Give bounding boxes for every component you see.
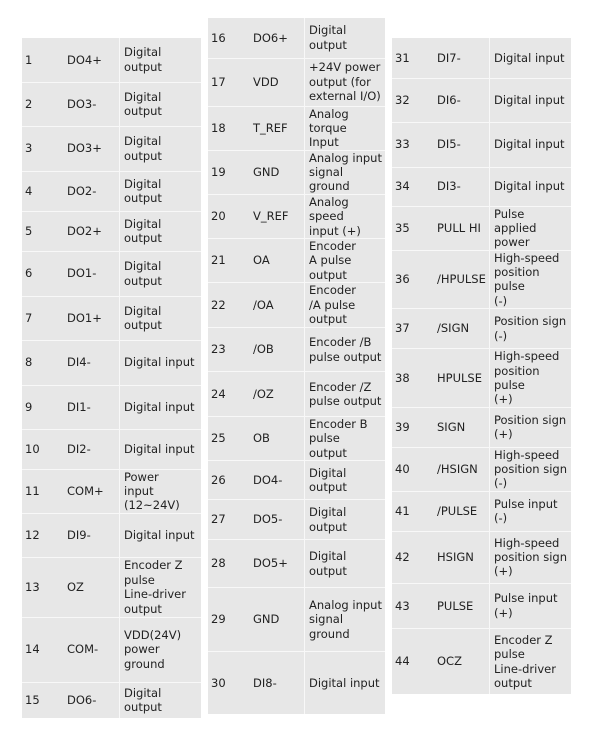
pin-row (22, 296, 201, 340)
signal-description (305, 652, 386, 714)
pin-number: 27 (211, 512, 226, 527)
signal-description (120, 340, 202, 385)
pin-row (208, 283, 385, 328)
signal-description (120, 385, 202, 429)
signal-description (120, 126, 202, 171)
pin-number: 29 (211, 612, 226, 627)
signal-description (120, 617, 202, 682)
pin-number: 42 (395, 550, 410, 565)
signal-name: DO1- (67, 266, 97, 281)
description-line: Digital input (494, 179, 565, 194)
pin-row (392, 122, 571, 167)
signal-name: OB (253, 431, 270, 446)
description-line: Line-driver (494, 661, 556, 676)
signal-name: /HPULSE (437, 272, 486, 287)
pin-row (22, 211, 201, 251)
signal-description (305, 540, 386, 588)
pin-number: 30 (211, 675, 226, 690)
description-line: Pulse applied (494, 206, 537, 235)
signal-description (305, 328, 386, 372)
description-line: pulse output (309, 349, 382, 364)
signal-name: COM- (67, 642, 99, 657)
signal-name: DI2- (67, 441, 91, 456)
description-line: Digital input (124, 399, 195, 414)
description-line: Digital output (309, 549, 347, 578)
description-line: position pulse (494, 265, 540, 294)
description-line: Digital output (309, 465, 347, 495)
description-line: Digital input (494, 137, 565, 152)
description-line: Line-driver (124, 587, 186, 602)
description-line: (+) (494, 564, 513, 579)
signal-description (305, 588, 386, 652)
description-line: (+) (494, 392, 513, 407)
signal-description (305, 150, 386, 194)
signal-description (490, 407, 572, 447)
pin-number: 6 (25, 266, 33, 281)
description-line: Analog speed (309, 194, 349, 224)
signal-description (305, 194, 386, 238)
pin-row (208, 106, 385, 150)
description-line: output (for (309, 74, 371, 89)
description-line: pulse output (309, 394, 382, 408)
signal-name: V_REF (253, 209, 289, 224)
pin-row (22, 682, 201, 718)
pin-row (392, 349, 571, 408)
description-line: position sign (-) (494, 462, 567, 491)
pin-row (392, 531, 571, 583)
signal-name: /OA (253, 297, 274, 312)
pin-row (208, 652, 385, 714)
pin-table-middle (208, 18, 385, 714)
description-line: pulse (124, 572, 155, 587)
description-line: Digital output (124, 686, 162, 715)
signal-description (490, 122, 572, 167)
signal-name: DI4- (67, 355, 91, 370)
description-line: Encoder Z (124, 558, 183, 573)
description-line: Digital input (124, 441, 195, 456)
description-line: Encoder /Z (309, 379, 372, 394)
signal-description (120, 82, 202, 126)
pin-number: 37 (395, 321, 410, 336)
description-line: Digital output (124, 259, 162, 288)
signal-description (490, 349, 572, 408)
pin-row (22, 126, 201, 171)
signal-name: DI7- (437, 50, 461, 65)
signal-name: COM+ (67, 483, 104, 498)
description-line: Digital input (494, 92, 565, 107)
signal-name: DO5+ (253, 556, 288, 571)
description-line: Encoder /B (309, 335, 372, 350)
description-line: VDD(24V) (124, 628, 182, 643)
description-line: output (124, 601, 162, 616)
signal-name: DO6+ (253, 30, 288, 45)
signal-description (120, 513, 202, 557)
description-line: +24V power (309, 60, 381, 75)
description-line: output (309, 445, 347, 460)
pin-number: 17 (211, 74, 226, 89)
pin-number: 36 (395, 272, 410, 287)
signal-description (490, 447, 572, 491)
description-line: power (124, 642, 160, 657)
description-line: Digital output (124, 176, 162, 205)
signal-name: /SIGN (437, 321, 470, 336)
pin-row (208, 540, 385, 588)
signal-name: DO5- (253, 512, 283, 527)
pin-row (208, 58, 385, 106)
pin-number: 44 (395, 654, 410, 669)
description-line: Position sign (-) (494, 314, 567, 343)
pin-number: 41 (395, 504, 410, 519)
signal-name: DO2- (67, 183, 97, 198)
signal-description (120, 296, 202, 340)
pin-number: 19 (211, 165, 226, 179)
description-line: (+) (494, 427, 513, 442)
pin-table-right (392, 38, 571, 694)
signal-description (490, 78, 572, 122)
signal-name: HSIGN (437, 550, 474, 565)
pin-row (22, 385, 201, 429)
description-line: High-speed (494, 349, 560, 364)
pin-number: 25 (211, 431, 226, 446)
description-line: Analog input (309, 598, 382, 613)
signal-name: OZ (67, 579, 84, 594)
description-line: Position sign (494, 412, 567, 427)
pin-number: 39 (395, 419, 410, 434)
signal-name: PULL HI (437, 220, 481, 235)
description-line: Digital input (124, 527, 195, 542)
description-line: Digital output (124, 216, 162, 245)
description-line: (-) (494, 293, 508, 308)
signal-description (490, 309, 572, 349)
pin-number: 40 (395, 462, 410, 476)
pin-number: 34 (395, 179, 410, 194)
signal-name: DO3+ (67, 141, 102, 156)
description-line: input (12~24V) (124, 483, 180, 513)
pin-number: 18 (211, 120, 226, 135)
signal-name: /OB (253, 342, 274, 357)
pin-number: 38 (395, 370, 410, 385)
description-line: position pulse (494, 363, 540, 392)
pin-row (22, 251, 201, 296)
signal-name: DI8- (253, 675, 277, 690)
signal-description (305, 18, 386, 58)
pin-number: 1 (25, 52, 33, 67)
pin-number: 28 (211, 556, 226, 571)
signal-name: DI1- (67, 399, 91, 414)
signal-description (490, 38, 572, 78)
pin-row (208, 417, 385, 461)
signal-name: PULSE (437, 598, 474, 613)
pin-row (208, 500, 385, 540)
signal-description (305, 106, 386, 150)
pin-row (22, 429, 201, 469)
pin-number: 4 (25, 183, 33, 198)
description-line: output (494, 675, 532, 690)
description-line: Encoder (309, 283, 357, 298)
pin-row (208, 328, 385, 372)
signal-description (120, 211, 202, 251)
pin-table-left (22, 38, 201, 718)
description-line: Power (124, 469, 159, 484)
signal-description (120, 429, 202, 469)
pin-number: 13 (25, 579, 40, 594)
pin-row (22, 513, 201, 557)
description-line: Digital input (309, 675, 380, 690)
signal-name: DO4- (253, 472, 283, 487)
signal-name: T_REF (253, 120, 288, 135)
signal-name: GND (253, 165, 280, 179)
pin-row (22, 340, 201, 385)
signal-description (305, 500, 386, 540)
description-line: power (494, 235, 530, 250)
description-line: input (+) (309, 223, 361, 238)
description-line: Pulse input (+) (494, 591, 558, 620)
pin-row (22, 171, 201, 211)
description-line: Digital input (494, 50, 565, 65)
description-line: signal ground (309, 612, 350, 641)
pin-row (208, 194, 385, 238)
pin-row (22, 38, 201, 82)
signal-name: DI9- (67, 527, 91, 542)
pin-number: 33 (395, 137, 410, 152)
pin-number: 7 (25, 310, 33, 325)
pin-number: 26 (211, 472, 226, 487)
signal-description (490, 491, 572, 531)
pin-number: 9 (25, 399, 33, 414)
description-line: pulse (494, 647, 525, 662)
description-line: Digital output (124, 134, 162, 163)
signal-name: OA (253, 253, 270, 268)
description-line: Digital output (124, 89, 162, 118)
pin-row (392, 628, 571, 694)
signal-description (305, 417, 386, 461)
pin-number: 43 (395, 598, 410, 613)
pin-row (392, 309, 571, 349)
description-line: Digital output (309, 23, 347, 52)
signal-name: /HSIGN (437, 462, 478, 476)
signal-description (120, 682, 202, 718)
pin-row (392, 447, 571, 491)
pin-row (22, 469, 201, 513)
description-line: Digital output (124, 45, 162, 74)
pin-number: 12 (25, 527, 40, 542)
signal-description (120, 469, 202, 513)
pin-row (392, 250, 571, 309)
pin-row (392, 167, 571, 206)
pin-number: 22 (211, 297, 226, 312)
pin-number: 21 (211, 253, 226, 268)
description-line: /A pulse output (309, 297, 356, 327)
signal-description (120, 557, 202, 617)
signal-description (490, 167, 572, 206)
signal-name: GND (253, 612, 280, 627)
signal-description (305, 283, 386, 328)
signal-description (305, 238, 386, 282)
signal-description (490, 206, 572, 250)
pin-row (208, 588, 385, 652)
signal-description (305, 58, 386, 106)
signal-name: HPULSE (437, 370, 482, 385)
description-line: external I/O) (309, 89, 381, 104)
pin-number: 15 (25, 693, 40, 708)
description-line: Pulse input (-) (494, 496, 558, 526)
signal-description (305, 372, 386, 417)
signal-name: VDD (253, 74, 279, 89)
pin-row (22, 82, 201, 126)
pin-row (392, 491, 571, 531)
description-line: Analog torque (309, 106, 349, 135)
pin-number: 3 (25, 141, 33, 156)
pin-number: 10 (25, 441, 40, 456)
description-line: Input (309, 135, 339, 150)
pin-row (208, 150, 385, 194)
description-line: High-speed (494, 250, 560, 265)
pin-row (392, 78, 571, 122)
pin-number: 35 (395, 220, 410, 235)
pin-number: 11 (25, 483, 40, 498)
pin-row (208, 461, 385, 500)
pin-number: 24 (211, 386, 226, 401)
signal-name: DI6- (437, 92, 461, 107)
description-line: Digital output (309, 505, 347, 534)
description-line: High-speed (494, 447, 560, 462)
signal-description (490, 628, 572, 694)
signal-name: DO3- (67, 96, 97, 111)
pin-number: 14 (25, 642, 40, 657)
pin-row (392, 407, 571, 447)
pin-row (392, 583, 571, 628)
pin-number: 2 (25, 96, 33, 111)
pin-row (392, 206, 571, 250)
pin-row (22, 617, 201, 682)
description-line: position sign (494, 550, 567, 565)
pin-number: 23 (211, 342, 226, 357)
description-line: Encoder (309, 238, 357, 253)
signal-name: /PULSE (437, 504, 478, 519)
pin-row (208, 372, 385, 417)
description-line: High-speed (494, 535, 560, 550)
description-line: ground (124, 656, 165, 671)
signal-name: DO2+ (67, 223, 102, 238)
description-line: Analog input (309, 150, 382, 165)
signal-name: DO6- (67, 693, 97, 708)
pin-number: 16 (211, 30, 226, 45)
pin-number: 20 (211, 209, 226, 224)
description-line: A pulse output (309, 253, 352, 282)
pin-row (208, 238, 385, 282)
pin-number: 32 (395, 92, 410, 107)
pin-row (22, 557, 201, 617)
signal-name: DI3- (437, 179, 461, 194)
pin-number: 31 (395, 50, 410, 65)
signal-description (120, 171, 202, 211)
description-line: Encoder Z (494, 632, 553, 647)
pin-row (208, 18, 385, 58)
pin-row (392, 38, 571, 78)
signal-description (490, 583, 572, 628)
signal-name: /OZ (253, 386, 274, 401)
signal-name: DO1+ (67, 310, 102, 325)
signal-name: SIGN (437, 419, 466, 434)
signal-name: DI5- (437, 137, 461, 152)
description-line: Digital input (124, 355, 195, 370)
signal-description (490, 531, 572, 583)
description-line: Encoder B pulse (309, 417, 368, 446)
signal-name: OCZ (437, 654, 462, 669)
pin-number: 5 (25, 223, 33, 238)
signal-description (305, 461, 386, 500)
signal-name: DO4+ (67, 52, 102, 67)
signal-description (120, 251, 202, 296)
signal-description (120, 38, 202, 82)
description-line: Digital output (124, 303, 162, 332)
pin-number: 8 (25, 355, 33, 370)
description-line: signal ground (309, 165, 350, 194)
signal-description (490, 250, 572, 309)
